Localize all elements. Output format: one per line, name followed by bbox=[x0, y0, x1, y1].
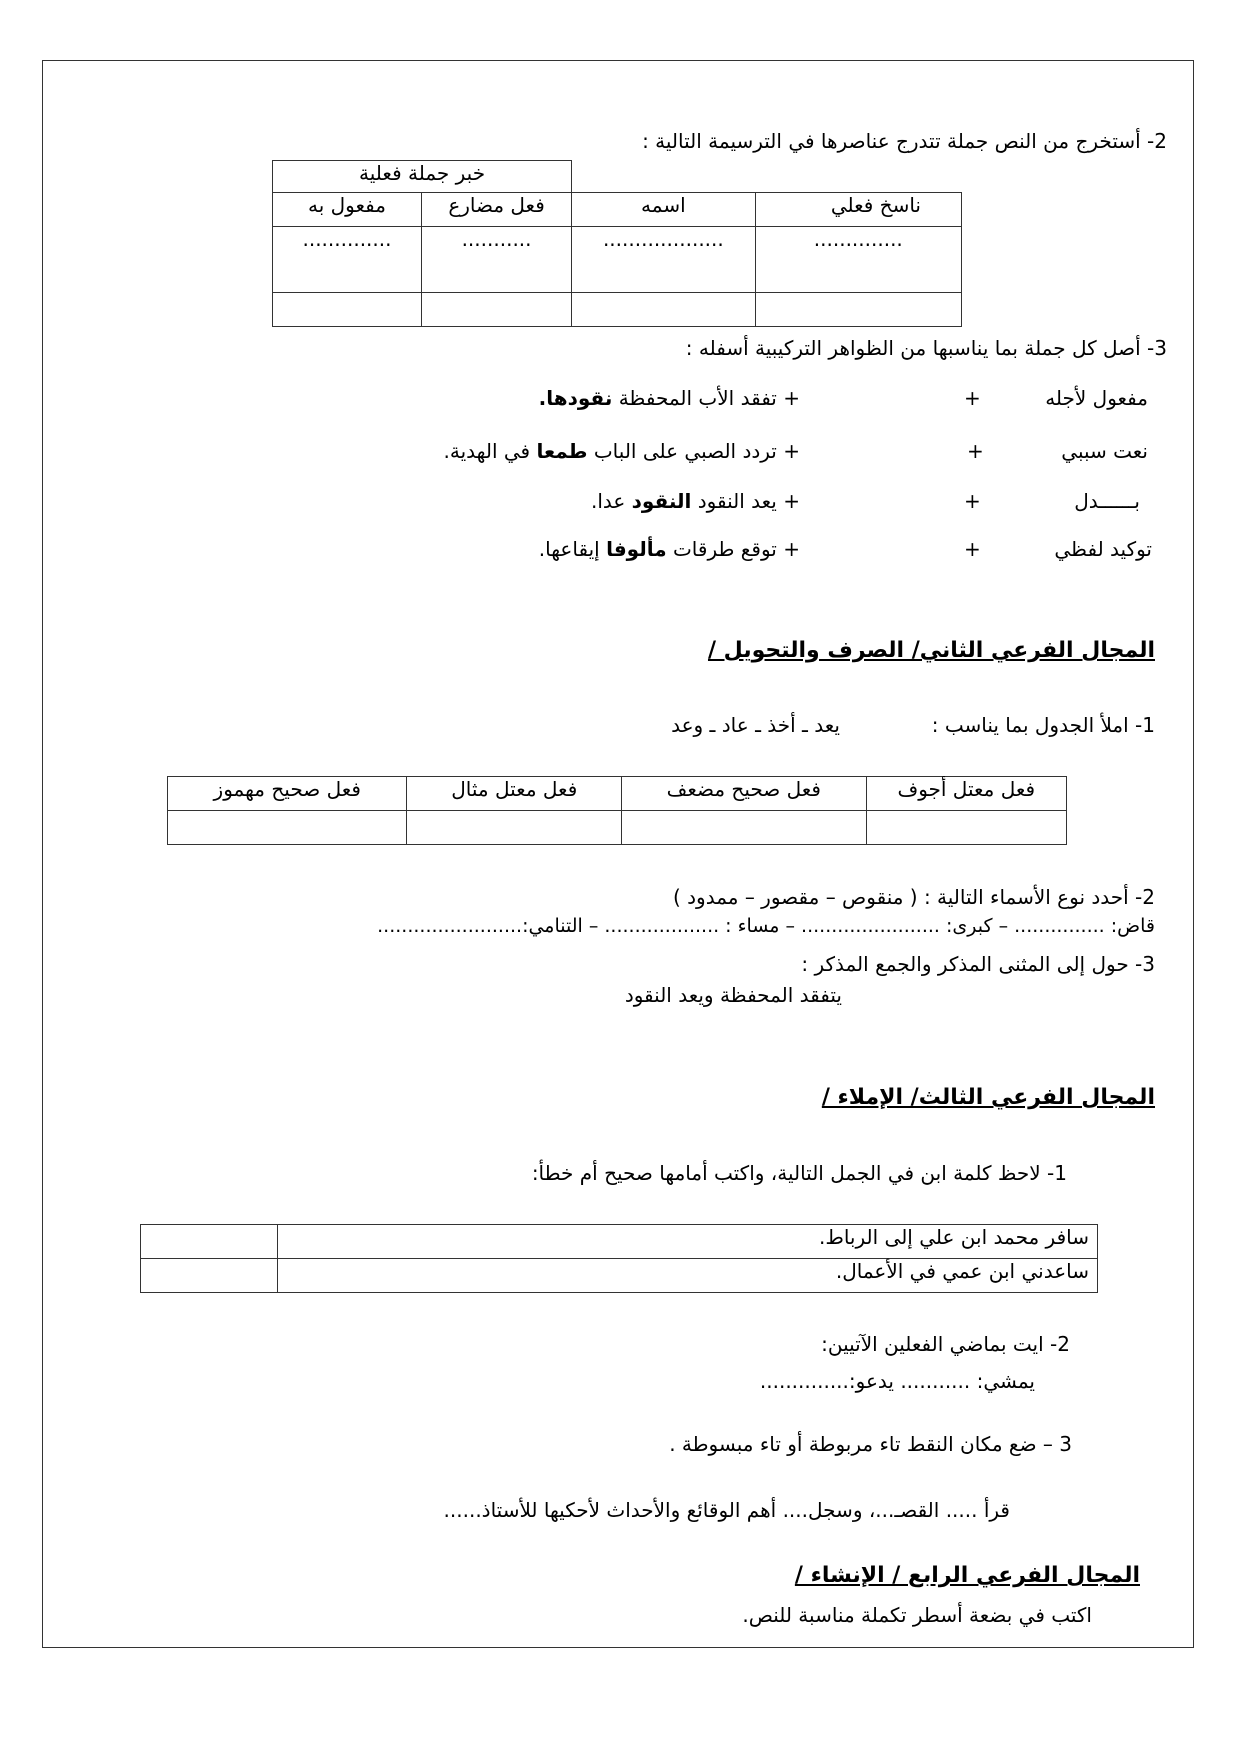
q2-group-header: خبر جملة فعلية bbox=[273, 161, 572, 193]
s3-q2-line[interactable]: يمشي: ........... يدعو:.............. bbox=[759, 1369, 1035, 1393]
verbs-answer-cell[interactable] bbox=[168, 811, 407, 845]
section2-title: المجال الفرعي الثاني/ الصرف والتحويل / bbox=[707, 638, 1155, 663]
q2-header-nasikh: ناسخ فعلي bbox=[755, 193, 961, 227]
q3-plus-left-1[interactable]: + bbox=[964, 386, 981, 410]
q3-plus-left-3[interactable]: + bbox=[964, 489, 981, 513]
s3-q2-prompt: 2- ايت بماضي الفعلين الآتيين: bbox=[821, 1332, 1070, 1356]
q2-answer-3[interactable]: ........... bbox=[421, 227, 571, 293]
verbs-header-mahmuz: فعل صحيح مهموز bbox=[168, 777, 407, 811]
s2-q3-prompt: 3- حول إلى المثنى المذكر والجمع المذكر : bbox=[801, 952, 1155, 976]
q3-term-2: نعت سببي bbox=[1061, 439, 1148, 463]
verbs-header-mithal: فعل معتل مثال bbox=[407, 777, 622, 811]
q2-header-fiil: فعل مضارع bbox=[421, 193, 571, 227]
q2-empty-cell[interactable] bbox=[421, 293, 571, 327]
q2-table bbox=[272, 160, 962, 327]
q3-term-3: بــــــدل bbox=[1074, 489, 1140, 513]
q2-answer-2[interactable]: ................... bbox=[572, 227, 755, 293]
verbs-answer-cell[interactable] bbox=[407, 811, 622, 845]
q3-term-1: مفعول لأجله bbox=[1045, 386, 1148, 410]
s4-prompt: اكتب في بضعة أسطر تكملة مناسبة للنص. bbox=[742, 1603, 1092, 1627]
q3-sentence-2: + تردد الصبي على الباب طمعا في الهدية. bbox=[443, 439, 800, 463]
s2-q2-prompt: 2- أحدد نوع الأسماء التالية : ( منقوص – مقصور – ممدود ) bbox=[672, 885, 1155, 909]
verbs-header-ajwaf: فعل معتل أجوف bbox=[866, 777, 1066, 811]
s2-q1-prompt: 1- املأ الجدول بما يناسب : bbox=[931, 713, 1155, 737]
q3-sentence-4: + توقع طرقات مألوفا إيقاعها. bbox=[538, 537, 800, 561]
s3-q1-prompt: 1- لاحظ كلمة ابن في الجمل التالية، واكتب أمامها صحيح أم خطأ: bbox=[531, 1161, 1067, 1185]
ibn-table bbox=[140, 1224, 1098, 1293]
verbs-header-mudaaf: فعل صحيح مضعف bbox=[622, 777, 867, 811]
q3-sentence-1: + تفقد الأب المحفظة نقودها. bbox=[538, 386, 800, 410]
q2-answer-1[interactable]: .............. bbox=[755, 227, 961, 293]
q2-answer-4[interactable]: .............. bbox=[273, 227, 422, 293]
q3-plus-left-2[interactable]: + bbox=[967, 439, 984, 463]
q3-title: 3- أصل كل جملة بما يناسبها من الظواهر التركيبية أسفله : bbox=[685, 336, 1167, 360]
q2-empty-cell[interactable] bbox=[755, 293, 961, 327]
section3-title: المجال الفرعي الثالث/ الإملاء / bbox=[821, 1085, 1155, 1110]
q2-header-mafool: مفعول به bbox=[273, 193, 422, 227]
ibn-answer-cell[interactable] bbox=[141, 1259, 278, 1293]
s2-q2-line[interactable]: قاض: ............... – كبرى: ....................... – مساء : ................... – التنامي:........................ bbox=[377, 915, 1155, 937]
q2-header-ismuh: اسمه bbox=[572, 193, 755, 227]
s3-q3-prompt: 3 – ضع مكان النقط تاء مربوطة أو تاء مبسوطة . bbox=[669, 1432, 1072, 1456]
verbs-answer-cell[interactable] bbox=[866, 811, 1066, 845]
verbs-answer-cell[interactable] bbox=[622, 811, 867, 845]
ibn-sentence-2: ساعدني ابن عمي في الأعمال. bbox=[278, 1259, 1098, 1293]
s2-q1-words: يعد ـ أخذ ـ عاد ـ وعد bbox=[671, 713, 840, 737]
q2-empty-cell[interactable] bbox=[572, 293, 755, 327]
s2-q3-sentence: يتفقد المحفظة ويعد النقود bbox=[624, 983, 842, 1007]
q3-plus-left-4[interactable]: + bbox=[964, 537, 981, 561]
section4-title: المجال الفرعي الرابع / الإنشاء / bbox=[794, 1563, 1140, 1588]
q2-title: 2- أستخرج من النص جملة تتدرج عناصرها في الترسيمة التالية : bbox=[642, 129, 1167, 153]
verbs-table bbox=[167, 776, 1067, 845]
q3-sentence-3: + يعد النقود النقود عدا. bbox=[590, 489, 800, 513]
q3-term-4: توكيد لفظي bbox=[1054, 537, 1152, 561]
s3-q3-line[interactable]: قرأ ..... القصـ...، وسجل.... أهم الوقائع والأحداث لأحكيها للأستاذ...... bbox=[443, 1498, 1010, 1522]
ibn-answer-cell[interactable] bbox=[141, 1225, 278, 1259]
q2-empty-cell[interactable] bbox=[273, 293, 422, 327]
ibn-sentence-1: سافر محمد ابن علي إلى الرباط. bbox=[278, 1225, 1098, 1259]
